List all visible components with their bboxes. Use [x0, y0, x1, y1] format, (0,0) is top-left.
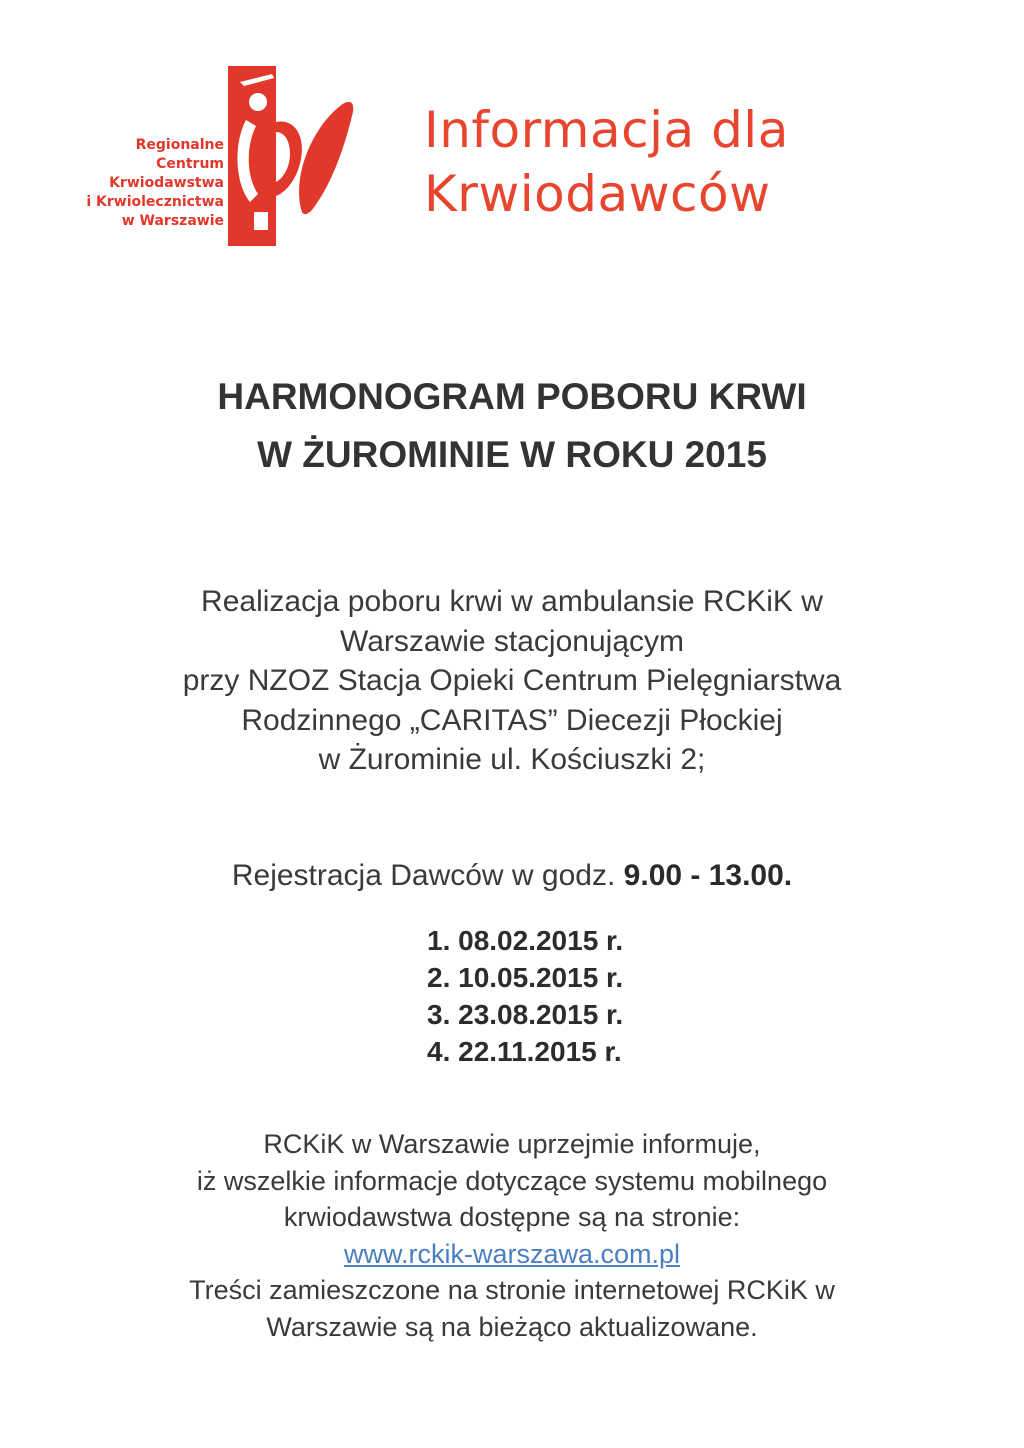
list-item: 2. 10.05.2015 r.	[427, 962, 624, 993]
registration-label: Rejestracja Dawców w godz.	[231, 859, 624, 892]
info-line: krwiodawstwa dostępne są na stronie:	[283, 1202, 741, 1232]
header-title-line: Krwiodawców	[424, 165, 771, 223]
paragraph-line: Realizacja poboru krwi w ambulansie RCKiK w	[201, 585, 823, 618]
logo-line: w Warszawie	[121, 213, 224, 229]
header-title-line: Informacja dla	[424, 101, 789, 159]
info-line: Warszawie są na bieżąco aktualizowane.	[266, 1311, 758, 1342]
info-line: RCKiK w Warszawie uprzejmie informuje,	[263, 1129, 761, 1159]
location-paragraph	[0, 582, 1024, 780]
paragraph-line: Rodzinnego „CARITAS” Diecezji Płockiej	[241, 703, 783, 737]
header-title	[424, 98, 789, 226]
headline-line: HARMONOGRAM POBORU KRWI	[217, 376, 807, 417]
info-line: Treści zamieszczone na stronie internetowej RCKiK w	[189, 1275, 835, 1305]
logo-line: Krwiodawstwa	[109, 175, 224, 191]
website-link[interactable]: www.rckik-warszawa.com.pl	[343, 1238, 681, 1269]
paragraph-line: w Żurominie ul. Kościuszki 2;	[318, 743, 706, 776]
registration-hours	[0, 856, 1024, 896]
info-paragraph	[0, 1126, 1024, 1345]
list-item: 3. 23.08.2015 r.	[427, 999, 624, 1030]
logo-line: Centrum	[156, 156, 224, 172]
schedule-headline	[0, 368, 1024, 484]
registration-suffix: .	[783, 859, 793, 892]
logo-organization-name	[86, 136, 224, 231]
collection-dates-list	[427, 922, 623, 1070]
info-line: iż wszelkie informacje dotyczące systemu mobilnego	[196, 1165, 828, 1196]
headline-line: W ŻUROMINIE W ROKU 2015	[257, 434, 767, 475]
registration-hours-value: 9.00 - 13.00	[623, 859, 784, 892]
paragraph-line: przy NZOZ Stacja Opieki Centrum Pielęgniarstwa	[182, 664, 842, 697]
rckik-logo-icon	[228, 62, 358, 248]
list-item: 4. 22.11.2015 r.	[427, 1036, 622, 1067]
list-item: 1. 08.02.2015 r.	[427, 925, 624, 956]
logo-line: i Krwiolecznictwa	[86, 194, 224, 210]
logo-line: Regionalne	[135, 137, 224, 153]
paragraph-line: Warszawie stacjonującym	[340, 624, 684, 658]
